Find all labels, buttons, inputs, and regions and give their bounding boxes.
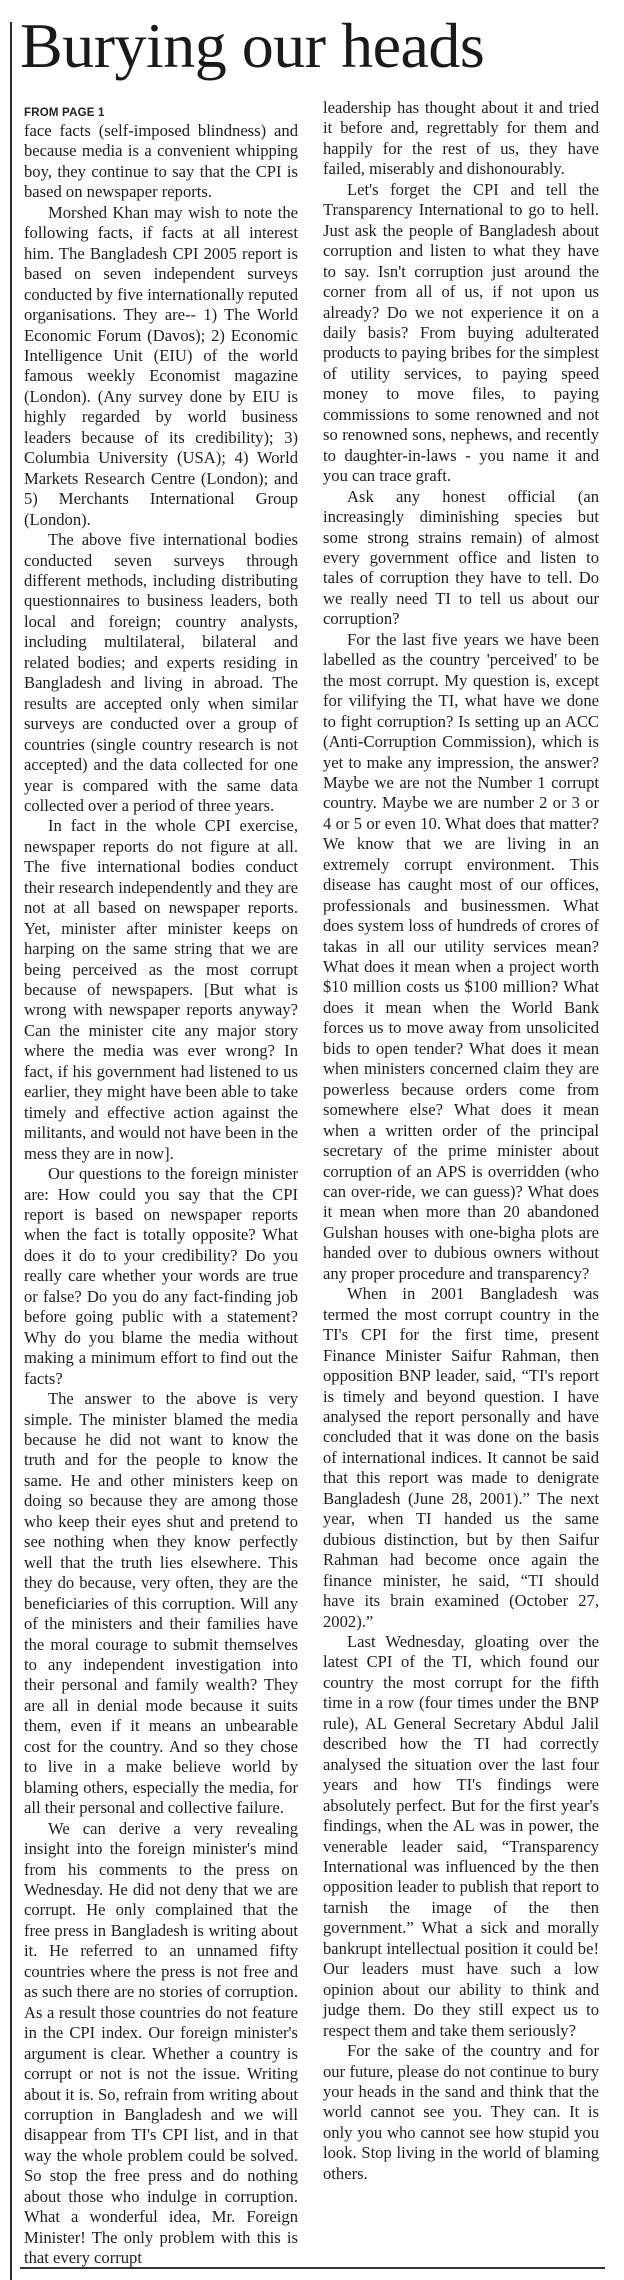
article-column-right: [323, 98, 599, 2184]
article-paragraph: For the sake of the country and for our future, please do not continue to bury your heads in the sand and think that the world cannot see you. They can. It is only you who cannot see how stupid you look. Stop living in the world of blaming others.: [323, 2041, 599, 2183]
article-paragraph: In fact in the whole CPI exercise, newspaper reports do not figure at all. The five international bodies conduct their research independently and they are not at all based on newspaper reports. Yet, minister after minister keeps on harping on the same string that we are being perceived as the most corrupt because of newspapers. [But what is wrong with newspaper reports anyway? Can the minister cite any major story where the media was ever wrong? In fact, if his government had listened to us earlier, they might have been able to take timely and effective action against the militants, and would not have been in the mess they are in now].: [24, 816, 298, 1163]
article-paragraph: Last Wednesday, gloating over the latest CPI of the TI, which found our country the most corrupt for the fifth time in a row (four times under the BNP rule), AL General Secretary Abdul Jalil described how the TI had correctly analysed the situation over the last four years and how TI's findings were absolutely perfect. But for the first year's findings, when the AL was in power, the venerable leader said, “Transparency International was influenced by the then opposition leader to publish that report to tarnish the image of the then government.” What a sick and morally bankrupt intellectual position it could be! Our leaders must have such a low opinion about our ability to think and judge them. Do they still expect us to respect them and take them seriously?: [323, 1631, 599, 2040]
article-paragraph: The answer to the above is very simple. The minister blamed the media because he did not want to know the truth and for the people to know the same. He and other ministers keep on doing so because they are among those who keep their eyes shut and pretend to see nothing when they know perfectly well that the truth lies elsewhere. This they do because, very often, they are the beneficiaries of this corruption. Will any of the ministers and their families have the moral courage to submit themselves to any independent investigation into their personal and family wealth? They are all in denial mode because it suits them, even if it means an unbearable cost for the country. And so they chose to live in a make believe world by blaming others, especially the media, for all their personal and collective failure.: [24, 1389, 298, 1818]
article-column-left: [24, 106, 298, 2269]
article-headline: Burying our heads: [20, 10, 485, 81]
continuation-kicker: FROM PAGE 1: [24, 107, 105, 119]
article-paragraph: For the last five years we have been labelled as the country 'perceived' to be the most corrupt. My question is, except for vilifying the TI, what have we done to fight corruption? Is setting up an ACC (Anti-Corruption Commission), which is yet to make any impression, the answer? Maybe we are not the Number 1 corrupt country. Maybe we are number 2 or 3 or 4 or 5 or even 10. What does that matter? We know that we are living in an extremely corrupt environment. This disease has caught most of our offices, professionals and businessmen. What does system loss of hundreds of crores of takas in all our utility services mean? What does it mean when a project worth $10 million costs us $100 million? What does it mean when the World Bank forces us to move away from unsolicited bids to open tender? What does it mean when ministers concerned claim they are powerless because orders come from somewhere else? What does it mean when a written order of the principal secretary of the prime minister about corruption of an APS is overridden (who can over-ride, we can guess)? What does it mean when more than 20 abandoned Gulshan houses with one-bigha plots are handed over to dubious owners without any proper procedure and transparency?: [323, 629, 599, 1283]
article-end-rule: [20, 2267, 605, 2269]
article-paragraph: We can derive a very revealing insight into the foreign minister's mind from his comments to the press on Wednesday. He did not deny that we are corrupt. He only complained that the free press in Bangladesh is writing about it. He referred to an unnamed fifty countries where the press is not free and as such there are no stories of corruption. As a result those countries do not feature in the CPI index. Our foreign minister's argument is clear. Whether a country is corrupt or not is not the issue. Writing about it is. So, refrain from writing about corruption in Bangladesh and we will disappear from TI's CPI list, and in that way the whole problem could be solved. So stop the free press and do nothing about those who indulge in corruption. What a wonderful idea, Mr. Foreign Minister! The only problem with this is that every corrupt: [24, 1818, 298, 2268]
article-paragraph: When in 2001 Bangladesh was termed the most corrupt country in the TI's CPI for the first time, present Finance Minister Saifur Rahman, then opposition BNP leader, said, “TI's report is timely and beyond question. I have analysed the report personally and have concluded that it was done on the basis of international indices. It cannot be said that this report was made to denigrate Bangladesh (June 28, 2001).” The next year, when TI handed us the same dubious distinction, but by then Saifur Rahman had become once again the finance minister, he said, “TI should have its brain examined (October 27, 2002).”: [323, 1284, 599, 1631]
article-paragraph: face facts (self-imposed blindness) and because media is a convenient whipping boy, they continue to say that the CPI is based on newspaper reports.: [24, 121, 298, 202]
article-paragraph: Ask any honest official (an increasingly diminishing species but some strong strains remain) of almost every government office and listen to tales of corruption they have to tell. Do we really need TI to tell us about our corruption?: [323, 486, 599, 629]
article-paragraph: The above five international bodies conducted seven surveys through different methods, including distributing questionnaires to business leaders, both local and foreign; country analysts, including multilateral, bilateral and related bodies; and experts residing in Bangladesh and living in abroad. The results are accepted only when similar surveys are conducted over a group of countries (single country research is not accepted) and the data collected for one year is compared with the same data collected over a period of three years.: [24, 530, 298, 815]
article-paragraph: Let's forget the CPI and tell the Transparency International to go to hell. Just ask the people of Bangladesh about corruption and listen to what they have to say. Isn't corruption just around the corner from all of us, if not upon us already? Do we not experience it on a daily basis? From buying adulterated products to paying bribes for the simplest of utility services, to paying speed money to move files, to paying commissions to some renowned and not so renowned sons, nephews, and recently to daughter-in-laws - you name it and you can trace graft.: [323, 179, 599, 486]
article-paragraph: leadership has thought about it and tried it before and, regrettably for them and happily for the rest of us, they have failed, miserably and dishonourably.: [323, 98, 599, 179]
left-column-rule: [10, 22, 12, 2280]
article-paragraph: Morshed Khan may wish to note the following facts, if facts at all interest him. The Bangladesh CPI 2005 report is based on seven independent surveys conducted by five internationally reputed organisations. They are-- 1) The World Economic Forum (Davos); 2) Economic Intelligence Unit (EIU) of the world famous weekly Economist magazine (London). (Any survey done by EIU is highly regarded by world business leaders because of its credibility); 3) Columbia University (USA); 4) World Markets Research Centre (London); and 5) Merchants International Group (London).: [24, 202, 298, 529]
article-paragraph: Our questions to the foreign minister are: How could you say that the CPI report is based on newspaper reports when the fact is totally opposite? What does it do to your credibility? Do you really care whether your words are true or false? Do you do any fact-finding job before going public with a statement? Why do you blame the media without making a minimum effort to find out the facts?: [24, 1164, 298, 1388]
